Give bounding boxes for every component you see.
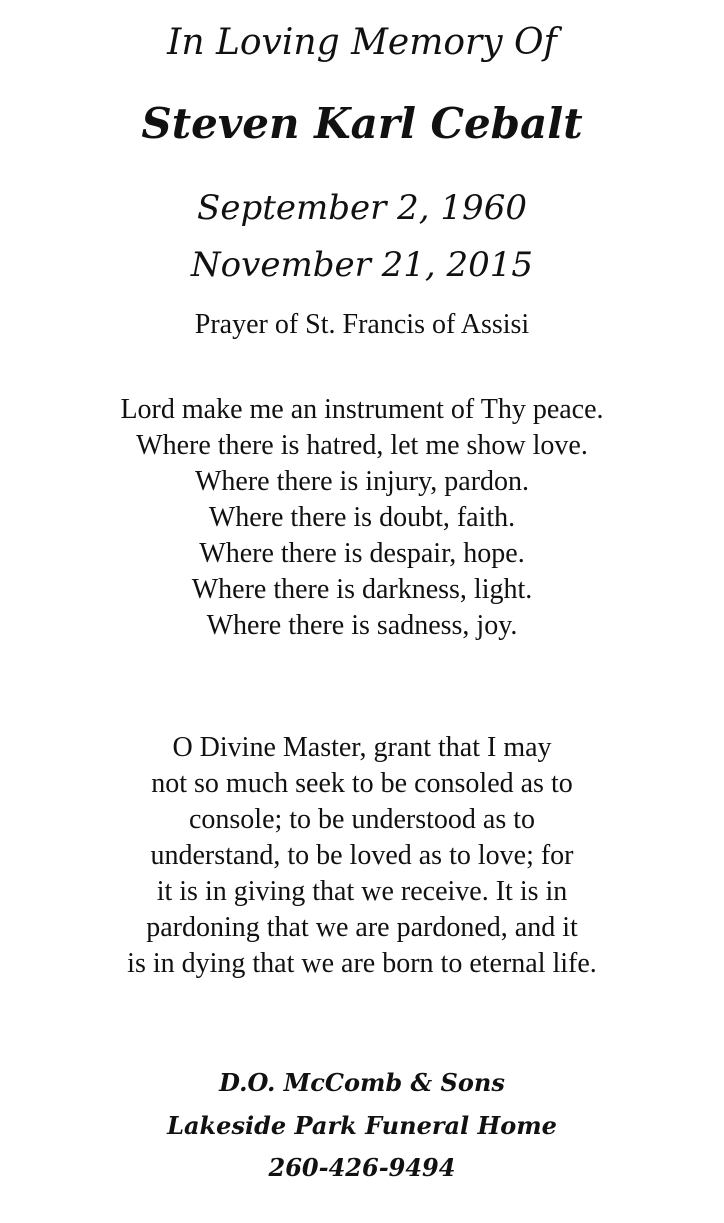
prayer-line: Where there is doubt, faith. bbox=[208, 502, 516, 533]
prayer-title: Prayer of St. Francis of Assisi bbox=[194, 309, 530, 340]
prayer-line: pardoning that we are pardoned, and it bbox=[146, 912, 578, 943]
prayer-line: console; to be understood as to bbox=[188, 804, 536, 835]
prayer-line: Where there is injury, pardon. bbox=[194, 466, 530, 497]
prayer-line: it is in giving that we receive. It is in bbox=[156, 876, 568, 907]
prayer-line: is in dying that we are born to eternal life. bbox=[127, 948, 597, 979]
deceased-name: Steven Karl Cebalt bbox=[141, 99, 583, 148]
prayer-stanza-1 bbox=[0, 392, 724, 644]
prayer-line: Where there is darkness, light. bbox=[191, 574, 533, 605]
funeral-home-business: D.O. McComb & Sons bbox=[219, 1068, 505, 1097]
prayer-line: not so much seek to be consoled as to bbox=[151, 768, 573, 799]
prayer-line: Where there is hatred, let me show love. bbox=[136, 430, 588, 461]
funeral-home-location: Lakeside Park Funeral Home bbox=[167, 1111, 557, 1140]
death-date: November 21, 2015 bbox=[190, 245, 534, 285]
funeral-home-phone: 260-426-9494 bbox=[268, 1153, 456, 1182]
prayer-line: Lord make me an instrument of Thy peace. bbox=[120, 394, 604, 425]
birth-date: September 2, 1960 bbox=[197, 188, 527, 228]
prayer-line: Where there is despair, hope. bbox=[199, 538, 525, 569]
prayer-line: understand, to be loved as to love; for bbox=[150, 840, 574, 871]
prayer-line: O Divine Master, grant that I may bbox=[172, 732, 552, 763]
prayer-stanza-2 bbox=[0, 730, 724, 982]
prayer-line: Where there is sadness, joy. bbox=[206, 610, 518, 641]
memorial-intro: In Loving Memory Of bbox=[167, 22, 557, 63]
